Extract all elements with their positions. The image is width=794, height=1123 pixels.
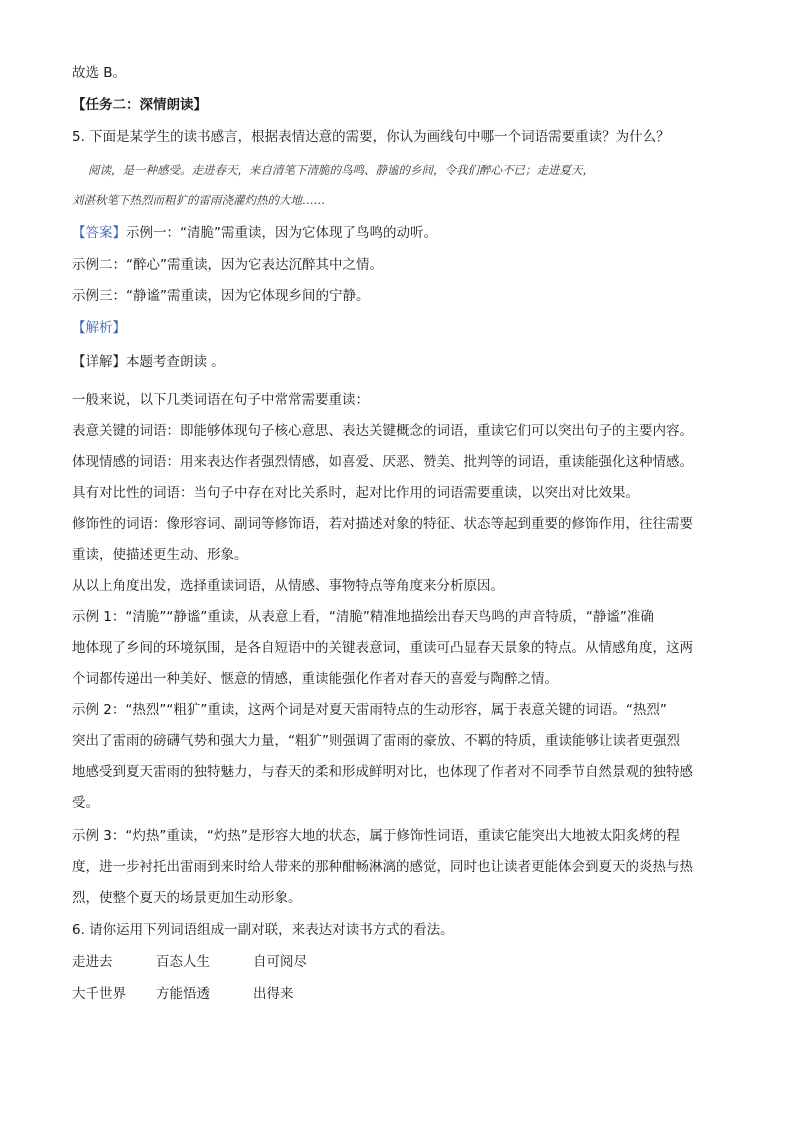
body-line [72,857,734,877]
body-line [72,545,734,565]
detail-tag: 【详解】 [72,354,126,370]
question-6 [72,920,734,940]
passage-text: 刘湛秋笔下热烈而粗犷的雷雨浇灌灼热的大地…… [72,193,325,207]
body-line [72,514,734,534]
answer-tag: 【答案】 [72,225,126,241]
body-line [72,607,734,627]
text: 表意关键的词语：即能够体现句子核心意思、表达关键概念的词语，重读它们可以突出句子的主要内容。 [72,423,693,439]
answer-line-1 [72,223,734,243]
detail-line [72,352,734,372]
body-line [72,700,734,720]
passage-text: 阅读，是一种感受。走进春天，来自清笔下清脆的鸟鸣、静谧的乡间，令我们醉心不已；走进夏天， [88,163,594,177]
body-line [72,452,734,472]
body-line [72,390,734,410]
body-line [72,793,734,813]
answer-text: 示例三：“静谧”需重读，因为它体现乡间的宁静。 [72,288,370,304]
text: 示例 3：“灼热”重读，“灼热”是形容大地的状态，属于修饰性词语，重读它能突出大地被太阳炙烤的程 [72,828,680,844]
idiom-item: 走进去 [72,954,113,970]
text: 故选 B。 [72,65,127,81]
text: 示例 2：“热烈”“粗犷”重读，这两个词是对夏天雷雨特点的生动形容，属于表意关键的词语。“热烈” [72,702,667,718]
idiom-row-2 [72,984,472,1004]
body-line [72,638,734,658]
text: 个词都传递出一种美好、惬意的情感，重读能强化作者对春天的喜爱与陶醉之情。 [72,671,558,687]
question-text: 5. 下面是某学生的读书感言，根据表情达意的需要，你认为画线句中哪一个词语需要重读？为什么？ [72,129,670,145]
text: 具有对比性的词语：当句子中存在对比关系时，起对比作用的词语需要重读，以突出对比效果。 [72,485,639,501]
analysis-tag-line [72,318,734,338]
text: 体现情感的词语：用来表达作者强烈情感，如喜爱、厌恶、赞美、批判等的词语，重读能强化这种情感。 [72,454,693,470]
idiom-item: 出得来 [253,986,294,1002]
text: 地感受到夏天雷雨的独特魅力，与春天的柔和形成鲜明对比，也体现了作者对不同季节自然景观的独特感 [72,764,693,780]
body-line [72,483,734,503]
answer-line-2 [72,255,734,275]
text: 一般来说，以下几类词语在句子中常常需要重读： [72,392,369,408]
text: 地体现了乡间的环境氛围，是各自短语中的关键表意词，重读可凸显春天景象的特点。从情感角度，这两 [72,640,693,656]
question-text: 6. 请你运用下列词语组成一副对联，来表达对读书方式的看法。 [72,922,454,938]
idiom-row-1 [72,952,472,972]
question-5 [72,127,734,147]
answer-text: 示例一：“清脆”需重读，因为它体现了鸟鸣的动听。 [126,225,437,241]
text: 示例 1：“清脆”“静谧”重读，从表意上看，“清脆”精准地描绘出春天鸟鸣的声音特质，“静谧”准确 [72,609,654,625]
idiom-item: 大千世界 [72,986,126,1002]
handwritten-passage-line-1 [88,160,734,180]
heading-text: 【任务二：深情朗读】 [72,97,207,113]
text: 度，进一步衬托出雷雨到来时给人带来的那种酣畅淋漓的感觉，同时也让读者更能体会到夏天的炎热与热 [72,859,693,875]
body-line [72,669,734,689]
answer-choice-line [72,63,734,83]
body-line [72,762,734,782]
answer-line-3 [72,286,734,306]
body-line [72,576,734,596]
text: 烈，使整个夏天的场景更加生动形象。 [72,890,302,906]
body-line [72,421,734,441]
idiom-item: 方能悟透 [156,986,210,1002]
body-line [72,731,734,751]
handwritten-passage-line-2 [72,190,734,210]
body-line [72,826,734,846]
text: 从以上角度出发，选择重读词语，从情感、事物特点等角度来分析原因。 [72,578,504,594]
answer-text: 示例二：“醉心”需重读，因为它表达沉醉其中之情。 [72,257,383,273]
text: 受。 [72,795,99,811]
text: 修饰性的词语：像形容词、副词等修饰语，若对描述对象的特征、状态等起到重要的修饰作用，往往需要 [72,516,693,532]
analysis-tag: 【解析】 [72,320,126,336]
body-line [72,888,734,908]
idiom-item: 自可阅尽 [253,954,307,970]
idiom-item: 百态人生 [156,954,210,970]
detail-text: 本题考查朗读 。 [126,354,225,370]
text: 突出了雷雨的磅礴气势和强大力量，“粗犷”则强调了雷雨的豪放、不羁的特质，重读能够让读者更强烈 [72,733,680,749]
text: 重读，使描述更生动、形象。 [72,547,248,563]
task-heading [72,95,734,115]
